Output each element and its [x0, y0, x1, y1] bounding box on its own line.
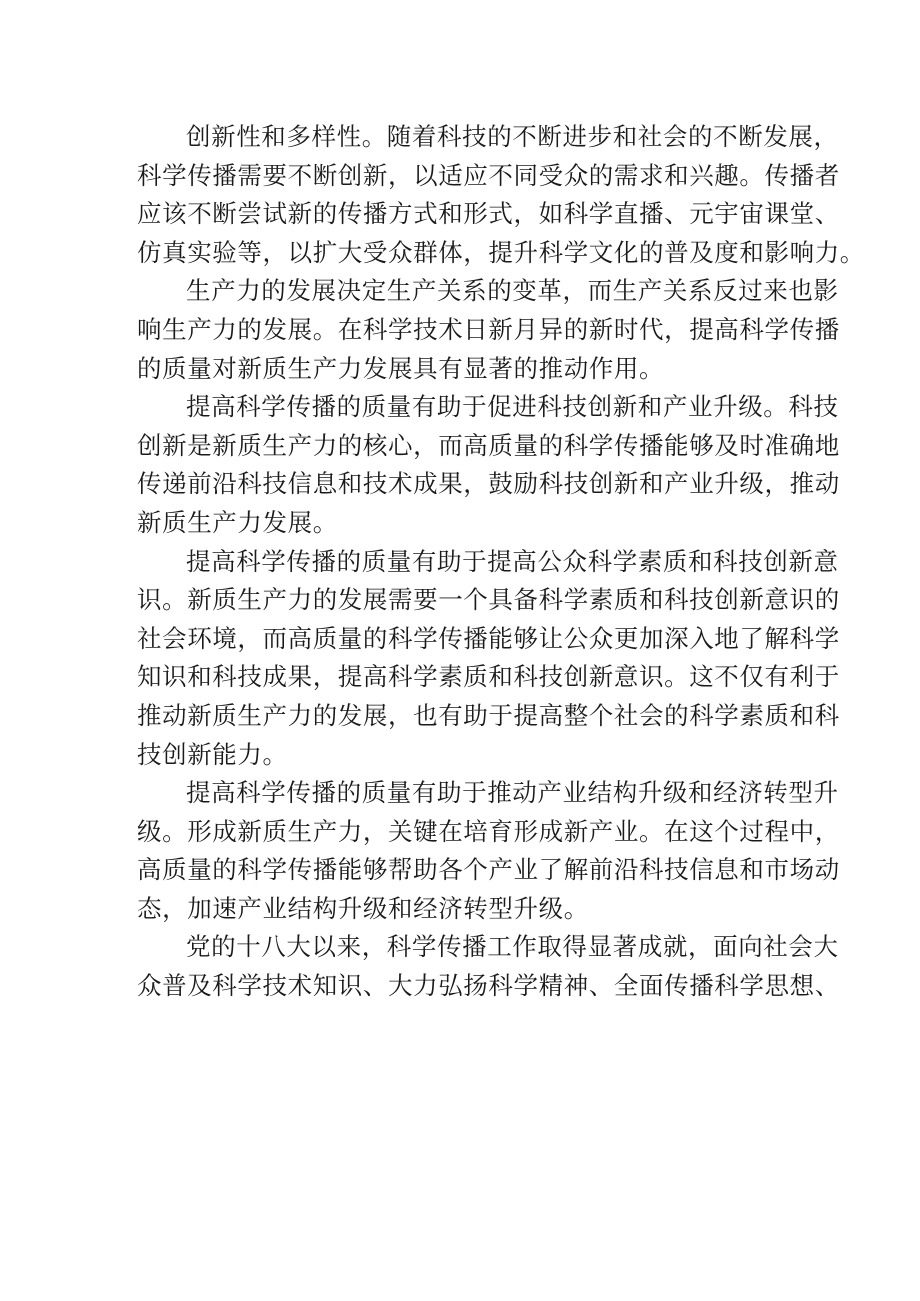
text-line: 态，加速产业结构升级和经济转型升级。 [137, 893, 589, 923]
paragraph-3 [137, 388, 840, 542]
text-line: 传递前沿科技信息和技术成果，鼓励科技创新和产业升级，推动 [137, 469, 840, 499]
text-line: 提高科学传播的质量有助于促进科技创新和产业升级。科技 [186, 392, 839, 422]
text-line: 创新是新质生产力的核心，而高质量的科学传播能够及时准确地 [137, 430, 840, 460]
text-line: 技创新能力。 [137, 739, 288, 769]
paragraph-6 [137, 928, 840, 1005]
text-line: 的质量对新质生产力发展具有显著的推动作用。 [137, 353, 665, 383]
text-line: 新质生产力发展。 [137, 507, 338, 537]
body-text [137, 118, 865, 1006]
text-line: 仿真实验等，以扩大受众群体，提升科学文化的普及度和影响力。 [137, 237, 865, 267]
text-line: 提高科学传播的质量有助于提高公众科学素质和科技创新意 [186, 546, 839, 576]
paragraph-4 [137, 543, 840, 775]
paragraph-5 [137, 774, 840, 928]
text-line: 党的十八大以来，科学传播工作取得显著成就，面向社会大 [186, 932, 839, 962]
text-line: 推动新质生产力的发展，也有助于提高整个社会的科学素质和科 [137, 700, 840, 730]
text-line: 提高科学传播的质量有助于推动产业结构升级和经济转型升 [186, 778, 839, 808]
text-line: 生产力的发展决定生产关系的变革，而生产关系反过来也影 [186, 276, 839, 306]
text-line: 创新性和多样性。随着科技的不断进步和社会的不断发展， [186, 122, 839, 151]
text-line: 社会环境，而高质量的科学传播能够让公众更加深入地了解科学 [137, 623, 840, 653]
text-line: 响生产力的发展。在科学技术日新月异的新时代，提高科学传播 [137, 314, 840, 344]
paragraph-1 [137, 118, 865, 272]
text-line: 众普及科学技术知识、大力弘扬科学精神、全面传播科学思想、 [137, 971, 840, 1001]
text-line: 应该不断尝试新的传播方式和形式，如科学直播、元宇宙课堂、 [137, 199, 840, 229]
text-line: 知识和科技成果，提高科学素质和科技创新意识。这不仅有利于 [137, 662, 840, 692]
text-line: 级。形成新质生产力，关键在培育形成新产业。在这个过程中， [137, 816, 840, 846]
text-line: 科学传播需要不断创新，以适应不同受众的需求和兴趣。传播者 [137, 160, 840, 190]
text-line: 识。新质生产力的发展需要一个具备科学素质和科技创新意识的 [137, 585, 840, 615]
text-line: 高质量的科学传播能够帮助各个产业了解前沿科技信息和市场动 [137, 855, 840, 885]
paragraph-2 [137, 272, 840, 388]
